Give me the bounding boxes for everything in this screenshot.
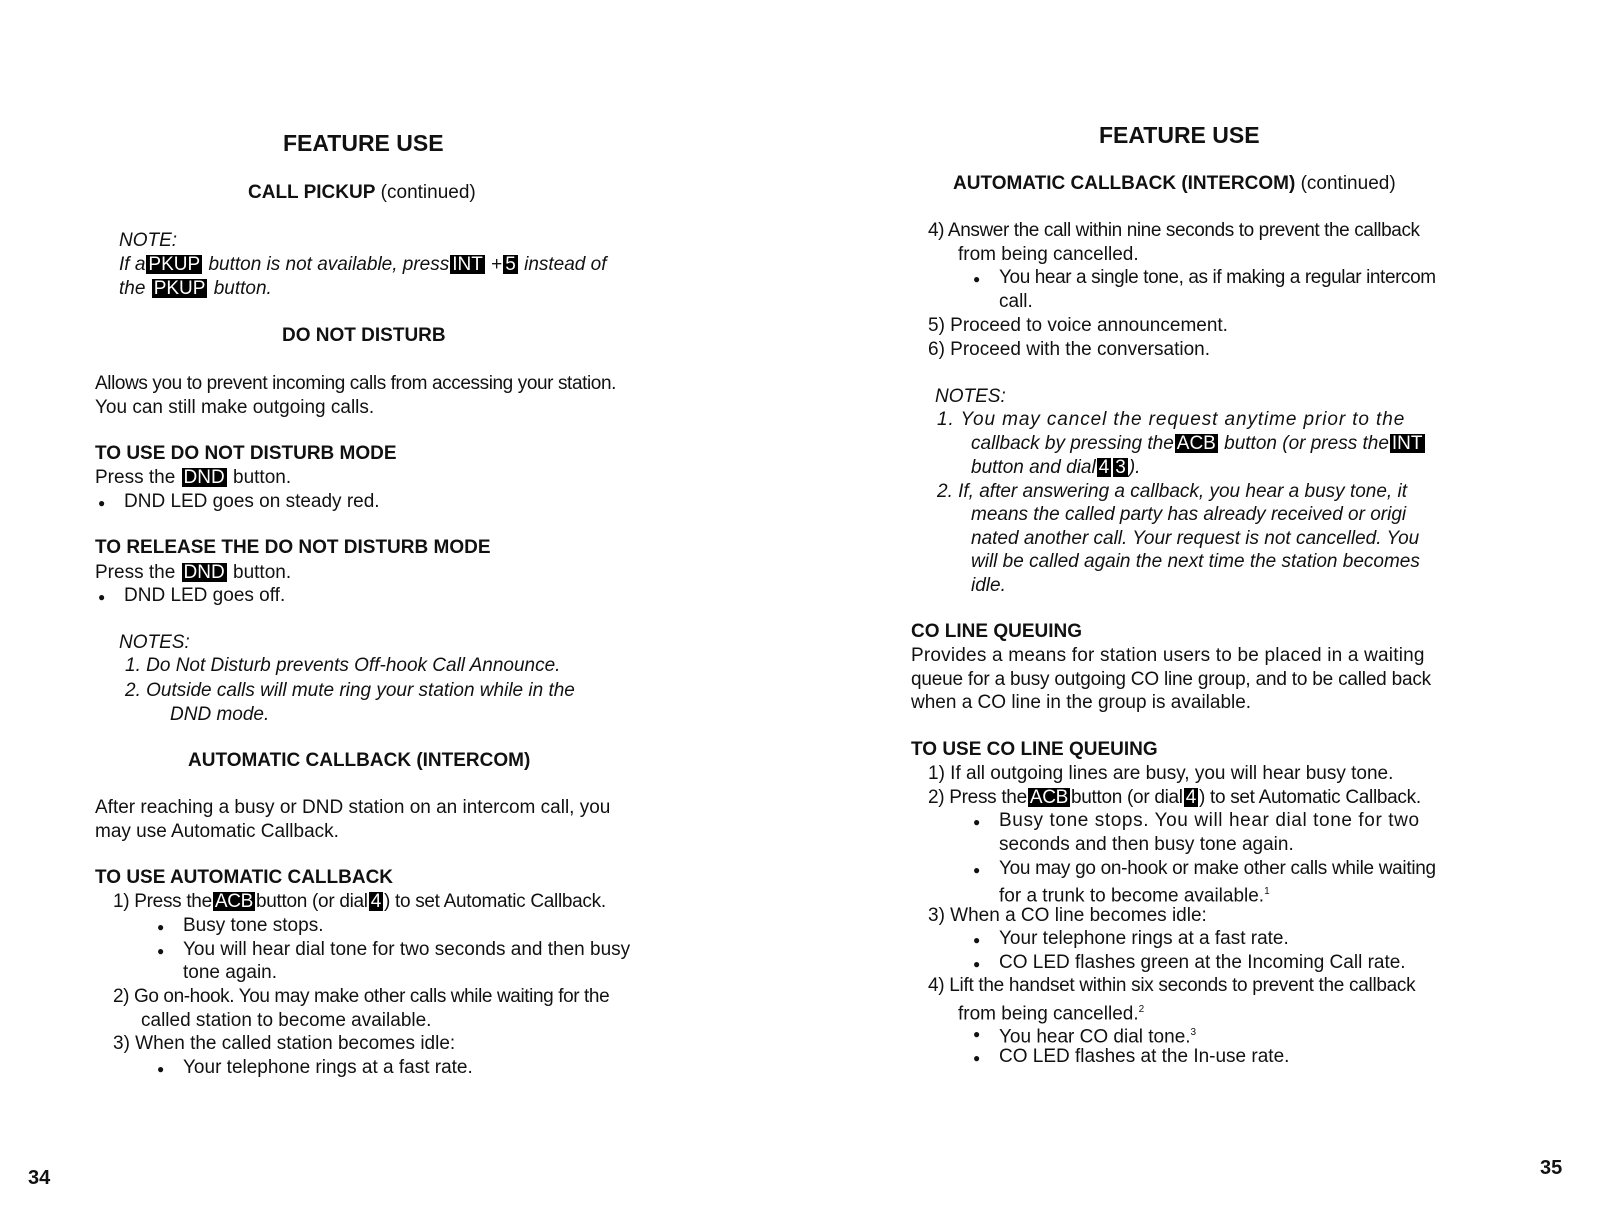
acb-use-heading: TO USE AUTOMATIC CALLBACK <box>95 867 394 888</box>
acb-cont-heading: AUTOMATIC CALLBACK (INTERCOM) (continued) <box>953 173 1396 194</box>
acb-heading: AUTOMATIC CALLBACK (INTERCOM) <box>188 750 531 771</box>
acb-bullet-3: Your telephone rings at a fast rate. <box>183 1057 473 1078</box>
dnd-use-heading: TO USE DO NOT DISTURB MODE <box>95 443 397 464</box>
acb-desc-1: After reaching a busy or DND station on an intercom call, you <box>95 797 611 818</box>
call-pickup-heading: CALL PICKUP (continued) <box>248 182 476 203</box>
right-note-2e: idle. <box>971 575 1006 596</box>
acb-bullet-1: Busy tone stops. <box>183 915 324 936</box>
right-note-2d: will be called again the next time the station becomes <box>971 551 1420 572</box>
right-step-5: 5) Proceed to voice announcement. <box>928 315 1228 336</box>
acb-key: ACB <box>1176 433 1216 454</box>
dnd-note-1: 1. Do Not Disturb prevents Off-hook Call Announce. <box>125 655 561 676</box>
coq-desc-2: queue for a busy outgoing CO line group, and to be called back <box>911 669 1431 690</box>
coq-bullet-1b: seconds and then busy tone again. <box>999 834 1294 855</box>
right-header: FEATURE USE <box>1099 122 1260 148</box>
right-note-2c: nated another call. Your request is not cancelled. You <box>971 528 1420 549</box>
note-line-2: the PKUP button. <box>119 278 272 299</box>
acb-step-3: 3) When the called station becomes idle: <box>113 1033 456 1054</box>
page-number-right: 35 <box>1540 1157 1563 1179</box>
coq-step-1: 1) If all outgoing lines are busy, you will hear busy tone. <box>928 763 1394 784</box>
dnd-desc-1: Allows you to prevent incoming calls from accessing your station. <box>95 373 617 394</box>
right-step-4b: from being cancelled. <box>958 244 1139 265</box>
page-number-left: 34 <box>28 1167 51 1189</box>
right-note-1b: callback by pressing the ACB button (or press the INT <box>971 433 1423 454</box>
note-line-1: If a PKUP button is not available, press INT + 5 instead of <box>119 254 607 275</box>
acb-bullet-2b: tone again. <box>183 962 278 983</box>
dnd-note-2b: DND mode. <box>170 704 270 725</box>
coq-bullet-5: You hear CO dial tone.$^3$ <box>999 1026 1197 1048</box>
coq-step-2: 2) Press the ACB button (or dial 4 ) to set Automatic Callback. <box>928 787 1421 808</box>
coq-desc-3: when a CO line in the group is available. <box>911 692 1252 713</box>
coq-use-heading: TO USE CO LINE QUEUING <box>911 739 1158 760</box>
dnd-notes-label: NOTES: <box>119 632 190 653</box>
coq-step-3: 3) When a CO line becomes idle: <box>928 905 1207 926</box>
dnd-release-bullet: DND LED goes off. <box>124 585 286 606</box>
coq-bullet-4: CO LED flashes green at the Incoming Call rate. <box>999 952 1406 973</box>
acb-bullet-2a: You will hear dial tone for two seconds and then busy <box>183 939 631 960</box>
acb-step-1: 1) Press the ACB button (or dial 4 ) to set Automatic Callback. <box>113 891 606 912</box>
right-note-2a: 2. If, after answering a callback, you hear a busy tone, it <box>937 481 1407 502</box>
dnd-note-2a: 2. Outside calls will mute ring your station while in the <box>125 680 575 701</box>
coq-step-4b: from being cancelled.$^2$ <box>958 1003 1145 1025</box>
dnd-key: DND <box>183 467 225 488</box>
coq-step-4a: 4) Lift the handset within six seconds to prevent the callback <box>928 975 1416 996</box>
right-note-1a: 1. You may cancel the request anytime prior to the <box>937 409 1406 430</box>
dnd-use-bullet: DND LED goes on steady red. <box>124 491 380 512</box>
right-note-1c: button and dial 4 3 ). <box>971 457 1141 478</box>
coq-bullet-2a: You may go on-hook or make other calls while waiting <box>999 858 1436 879</box>
coq-bullet-6: CO LED flashes at the In-use rate. <box>999 1046 1290 1067</box>
coq-bullet-1a: Busy tone stops. You will hear dial tone for two <box>999 810 1420 831</box>
acb-desc-2: may use Automatic Callback. <box>95 821 339 842</box>
right-step-4-bullet-a: You hear a single tone, as if making a regular intercom <box>999 267 1436 288</box>
note-label: NOTE: <box>119 230 178 251</box>
dnd-release-press: Press the DND button. <box>95 562 292 583</box>
acb-step-2a: 2) Go on-hook. You may make other calls while waiting for the <box>113 986 610 1007</box>
right-note-2b: means the called party has already received or origi <box>971 504 1407 525</box>
right-step-6: 6) Proceed with the conversation. <box>928 339 1210 360</box>
dnd-heading: DO NOT DISTURB <box>282 325 446 346</box>
coq-heading: CO LINE QUEUING <box>911 621 1083 642</box>
right-step-4a: 4) Answer the call within nine seconds to prevent the callback <box>928 220 1420 241</box>
int-key: INT <box>1391 433 1423 454</box>
dnd-use-press: Press the DND button. <box>95 467 292 488</box>
acb-key: ACB <box>1029 787 1069 808</box>
right-notes-label: NOTES: <box>935 386 1006 407</box>
dnd-release-heading: TO RELEASE THE DO NOT DISTURB MODE <box>95 537 491 558</box>
acb-step-2b: called station to become available. <box>141 1010 432 1031</box>
coq-desc-1: Provides a means for station users to be placed in a waiting <box>911 645 1425 666</box>
dnd-key: DND <box>183 562 225 583</box>
dnd-desc-2: You can still make outgoing calls. <box>95 397 375 418</box>
coq-bullet-2b: for a trunk to become available.$^1$ <box>999 885 1270 907</box>
coq-bullet-3: Your telephone rings at a fast rate. <box>999 928 1289 949</box>
right-step-4-bullet-b: call. <box>999 291 1033 312</box>
acb-key: ACB <box>214 891 254 912</box>
left-header: FEATURE USE <box>283 130 444 156</box>
